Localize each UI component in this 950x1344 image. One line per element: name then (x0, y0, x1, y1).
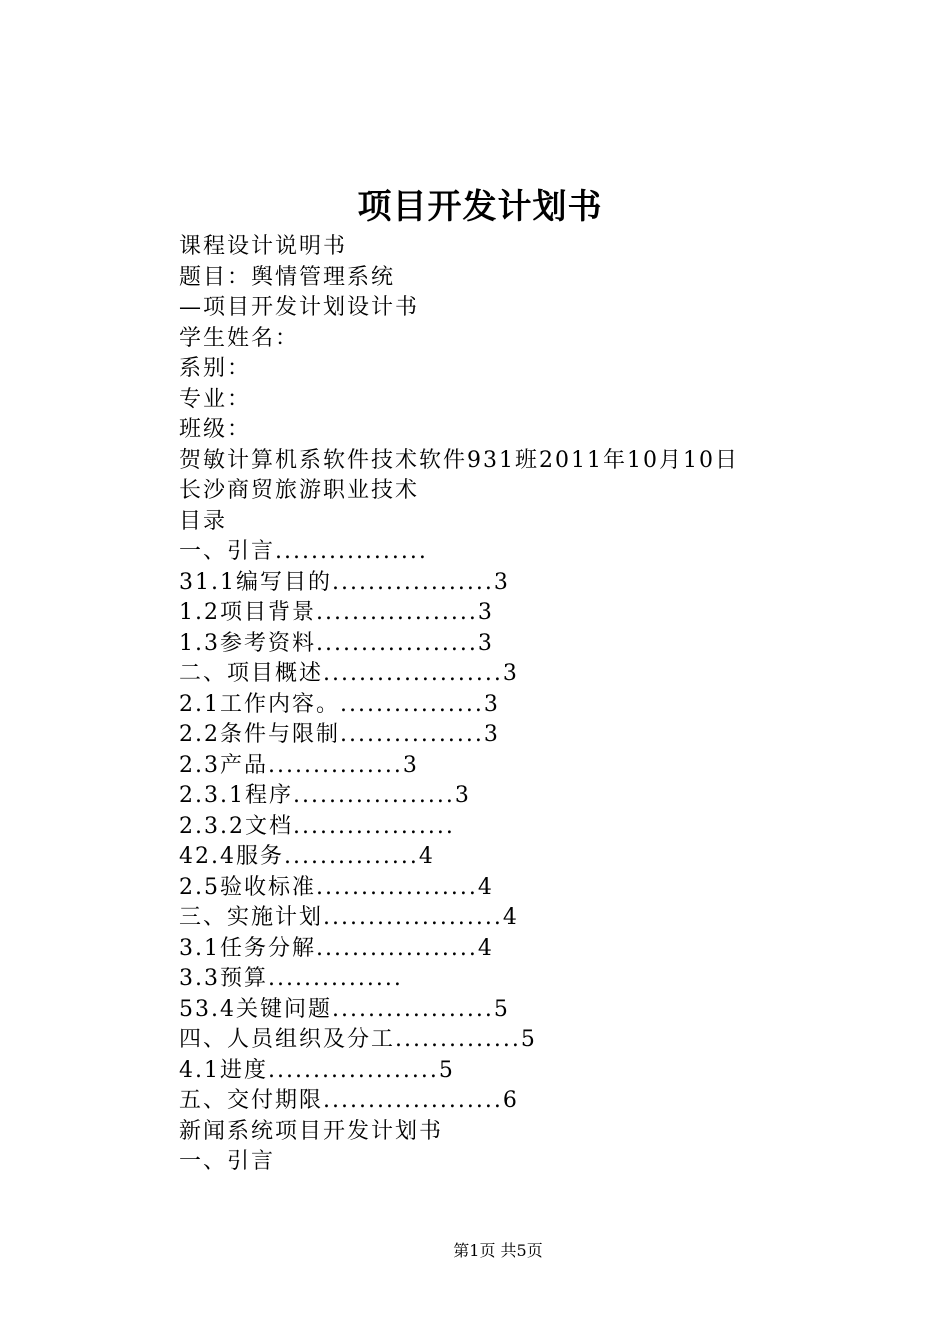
text-line: 一、引言 (179, 1149, 276, 1174)
toc-entry: 2.3.1程序..................3 (179, 783, 471, 808)
toc-entry: 42.4服务...............4 (179, 844, 435, 869)
text-line: 贺敏计算机系软件技术软件931班2011年10月10日 (179, 447, 739, 473)
toc-entry: 53.4关键问题..................5 (179, 996, 510, 1022)
toc-entry: 3.1任务分解..................4 (179, 935, 494, 961)
text-line: 系别： (179, 356, 252, 381)
text-line: 题目：舆情管理系统 (179, 264, 396, 290)
text-line: 班级： (179, 417, 252, 442)
text-line: —项目开发计划设计书 (179, 295, 420, 320)
text-line: 课程设计说明书 (179, 234, 348, 259)
toc-entry: 四、人员组织及分工..............5 (179, 1027, 537, 1052)
text-line: 长沙商贸旅游职业技术 (179, 478, 420, 503)
toc-entry: 五、交付期限....................6 (179, 1088, 519, 1113)
toc-entry: 一、引言................. (179, 539, 428, 564)
toc-heading: 目录 (179, 508, 228, 534)
text-line: 新闻系统项目开发计划书 (179, 1118, 444, 1144)
toc-entry: 4.1进度...................5 (179, 1057, 455, 1083)
text-line: 学生姓名： (179, 325, 300, 351)
toc-entry: 2.1工作内容。................3 (179, 691, 500, 717)
toc-entry: 2.3.2文档.................. (179, 813, 455, 839)
toc-entry: 三、实施计划....................4 (179, 905, 519, 930)
toc-entry: 2.3产品...............3 (179, 752, 419, 778)
toc-entry: 1.2项目背景..................3 (179, 600, 494, 625)
toc-entry: 1.3参考资料..................3 (179, 630, 494, 656)
toc-entry: 3.3预算............... (179, 966, 403, 991)
text-line: 专业： (179, 386, 252, 412)
toc-entry: 31.1编写目的..................3 (179, 569, 510, 595)
page-footer: 第1页 共5页 (453, 1241, 543, 1260)
toc-entry: 二、项目概述....................3 (179, 661, 519, 686)
document-title: 项目开发计划书 (357, 187, 603, 227)
document-body (179, 232, 739, 1178)
toc-entry: 2.5验收标准..................4 (179, 874, 494, 900)
toc-entry: 2.2条件与限制................3 (179, 722, 500, 747)
